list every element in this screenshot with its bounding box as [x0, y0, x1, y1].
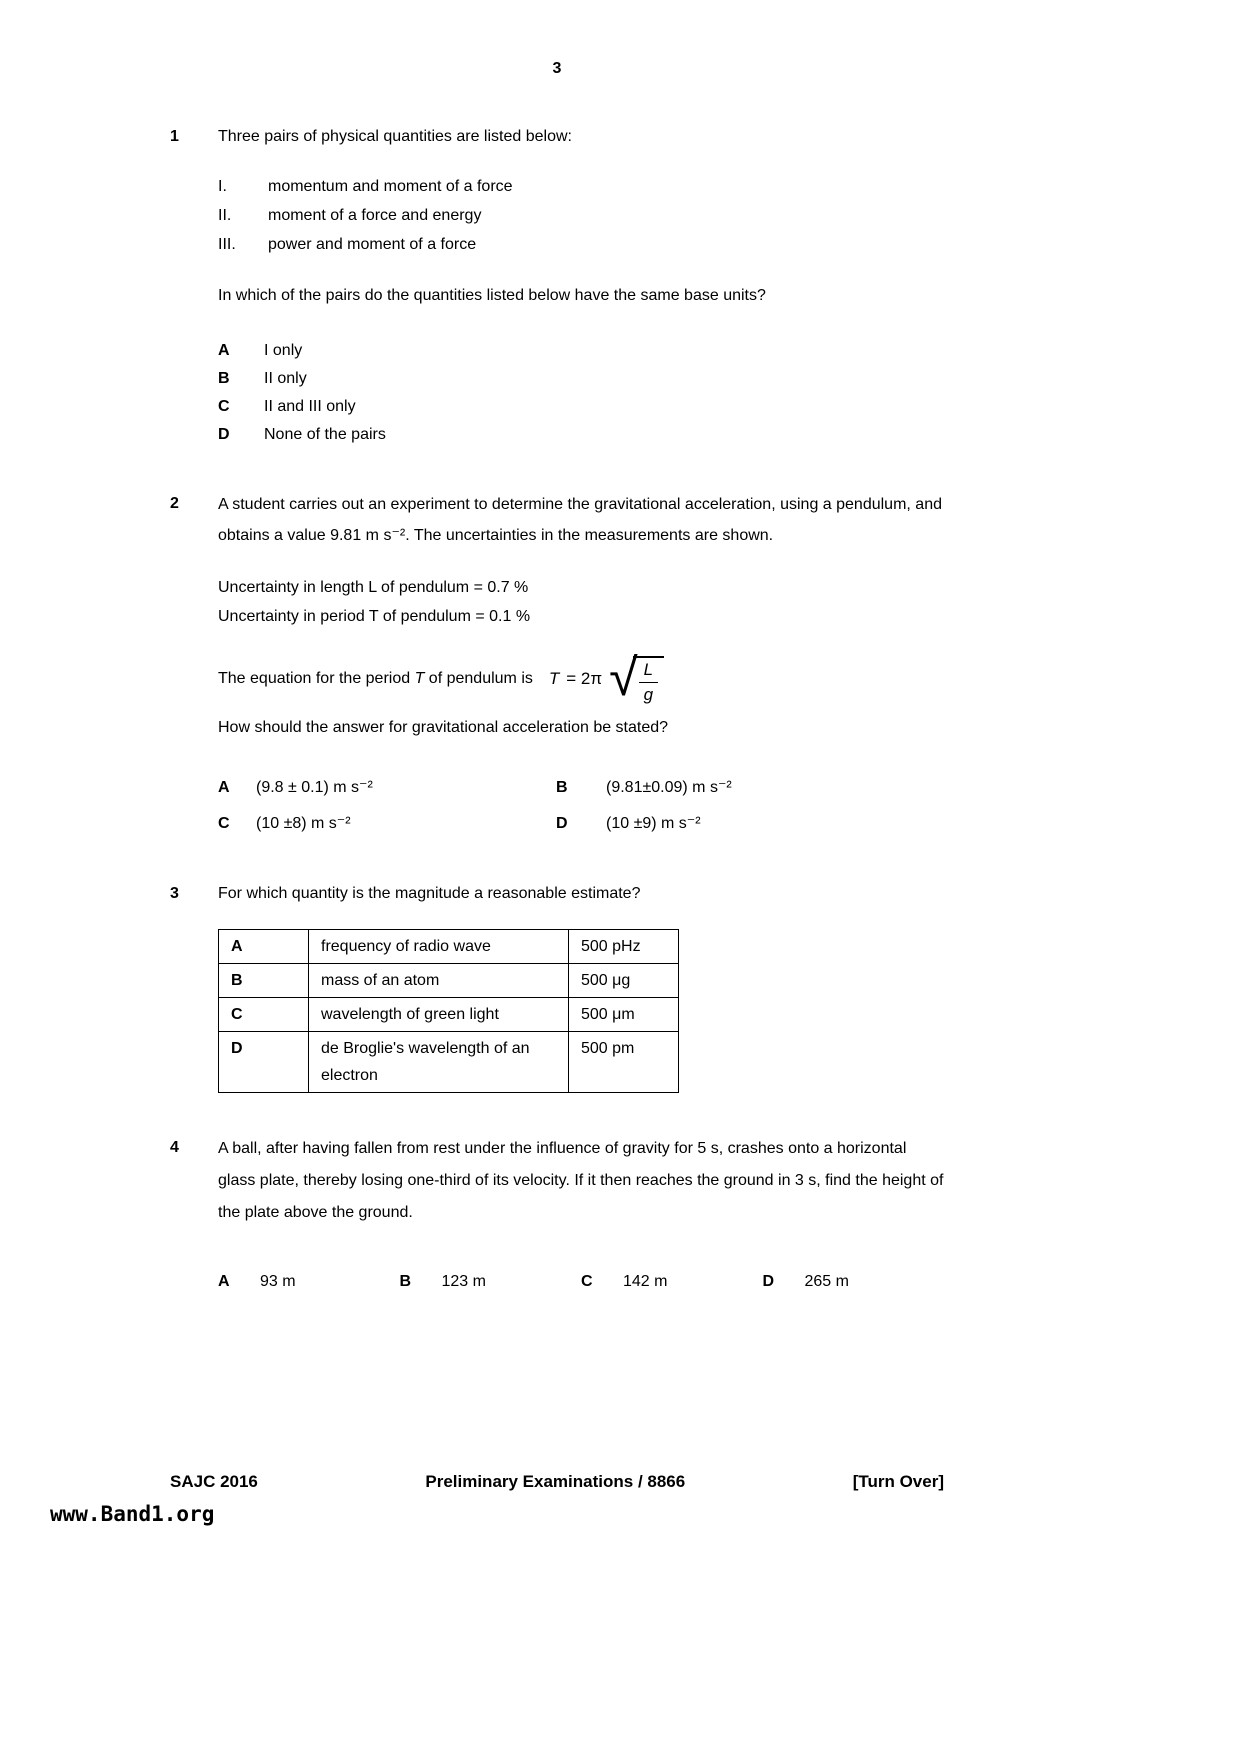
option-label: B — [399, 1273, 412, 1290]
option — [763, 1273, 945, 1291]
option — [581, 1273, 763, 1291]
option-text: I only — [264, 342, 303, 359]
page-number: 3 — [552, 60, 562, 77]
square-root — [609, 649, 664, 707]
page-footer — [170, 1472, 944, 1492]
question-2-number: 2 — [170, 495, 179, 512]
table-row — [219, 930, 679, 964]
pair-item-text: power and moment of a force — [268, 236, 477, 253]
fraction-denominator: g — [643, 685, 654, 704]
table-cell-quantity: mass of an atom — [309, 964, 569, 998]
option-text: 93 m — [260, 1273, 296, 1290]
question-2-prompt: How should the answer for gravitational acceleration be stated? — [218, 719, 669, 736]
uncertainty-block — [218, 573, 944, 631]
table-cell-option: C — [219, 998, 309, 1032]
question-3-prompt: For which quantity is the magnitude a reasonable estimate? — [218, 885, 641, 902]
option-label: C — [218, 398, 230, 415]
option-label: D — [762, 1273, 775, 1290]
question-4-number: 4 — [170, 1139, 179, 1156]
option-label: C — [581, 1273, 593, 1290]
sqrt-icon: √ — [609, 649, 638, 707]
question-4-text: A ball, after having fallen from rest under the influence of gravity for 5 s, crashes onto a horizontal glass plate, thereby losing one-third of its velocity. If it then reaches the ground in 3 s, find the height of the plate above the ground. — [218, 1140, 944, 1221]
watermark-url: www.Band1.org — [50, 1502, 215, 1526]
table-row — [219, 964, 679, 998]
question-1 — [170, 122, 944, 449]
question-1-number: 1 — [170, 128, 179, 145]
option-label: A — [218, 779, 230, 796]
table-cell-quantity: frequency of radio wave — [309, 930, 569, 964]
table-cell-estimate: 500 pHz — [569, 930, 679, 964]
pair-item-label: I. — [218, 178, 227, 195]
question-4-body — [218, 1133, 944, 1291]
fraction-numerator: L — [639, 660, 658, 683]
question-2 — [170, 489, 944, 839]
equation-intro-post: of pendulum is — [424, 670, 533, 687]
uncertainty-period: Uncertainty in period T of pendulum = 0.1 % — [218, 608, 531, 625]
uncertainty-length: Uncertainty in length L of pendulum = 0.7 % — [218, 579, 529, 596]
footer-exam-title: Preliminary Examinations / 8866 — [425, 1472, 686, 1491]
table-cell-option: A — [219, 930, 309, 964]
question-3 — [170, 879, 944, 1093]
option-label: C — [218, 815, 230, 832]
table-cell-estimate: 500 μg — [569, 964, 679, 998]
question-1-pairs-list — [218, 172, 944, 259]
option-label: B — [218, 370, 230, 387]
question-3-table — [218, 929, 679, 1093]
table-row — [219, 998, 679, 1032]
equation-intro-pre: The equation for the period — [218, 670, 415, 687]
option-text: 265 m — [804, 1273, 849, 1290]
question-4-options — [218, 1273, 944, 1291]
option-label: D — [218, 426, 230, 443]
pair-item-text: momentum and moment of a force — [268, 178, 513, 195]
option-label: A — [218, 1273, 230, 1290]
table-cell-quantity: de Broglie's wavelength of an electron — [309, 1032, 569, 1093]
question-1-options — [218, 337, 944, 449]
option — [218, 1273, 400, 1291]
footer-turn-over: [Turn Over] — [852, 1472, 944, 1491]
table-cell-estimate: 500 μm — [569, 998, 679, 1032]
question-2-options — [218, 773, 944, 839]
pendulum-equation — [548, 649, 664, 707]
question-2-intro: A student carries out an experiment to determine the gravitational acceleration, using a pendulum, and obtains a value 9.81 m s⁻². The uncertainties in the measurements are shown. — [218, 496, 942, 544]
option-label: A — [218, 342, 230, 359]
question-1-body — [218, 122, 944, 449]
equation-line — [218, 649, 944, 707]
option-text: 142 m — [623, 1273, 668, 1290]
option-text: 123 m — [441, 1273, 486, 1290]
question-3-body — [218, 879, 944, 1093]
footer-school: SAJC 2016 — [170, 1472, 258, 1491]
table-cell-estimate: 500 pm — [569, 1032, 679, 1093]
radicand-fraction — [633, 656, 664, 705]
option-text: II only — [264, 370, 307, 387]
equation-rhs: = 2π — [566, 669, 603, 688]
question-2-body — [218, 489, 944, 839]
table-cell-option: B — [219, 964, 309, 998]
question-4 — [170, 1133, 944, 1291]
option-text: (10 ±8) m s⁻² — [256, 815, 351, 832]
option-text: (9.8 ± 0.1) m s⁻² — [256, 779, 373, 796]
option-text: None of the pairs — [264, 426, 386, 443]
equation-intro — [218, 670, 533, 688]
option-text: II and III only — [264, 398, 356, 415]
question-1-prompt: In which of the pairs do the quantities listed below have the same base units? — [218, 287, 766, 304]
table-cell-quantity: wavelength of green light — [309, 998, 569, 1032]
table-row — [219, 1032, 679, 1093]
option — [400, 1273, 582, 1291]
option-text: (9.81±0.09) m s⁻² — [606, 779, 732, 796]
option-label: D — [556, 815, 568, 832]
option-label: B — [556, 779, 568, 796]
pair-item-label: II. — [218, 207, 232, 224]
question-3-number: 3 — [170, 885, 179, 902]
equation-intro-var: T — [414, 670, 425, 687]
question-1-intro: Three pairs of physical quantities are listed below: — [218, 128, 572, 145]
pair-item-label: III. — [218, 236, 236, 253]
pair-item-text: moment of a force and energy — [268, 207, 482, 224]
equation-variable: T — [548, 669, 560, 688]
option-text: (10 ±9) m s⁻² — [606, 815, 701, 832]
table-cell-option: D — [219, 1032, 309, 1093]
